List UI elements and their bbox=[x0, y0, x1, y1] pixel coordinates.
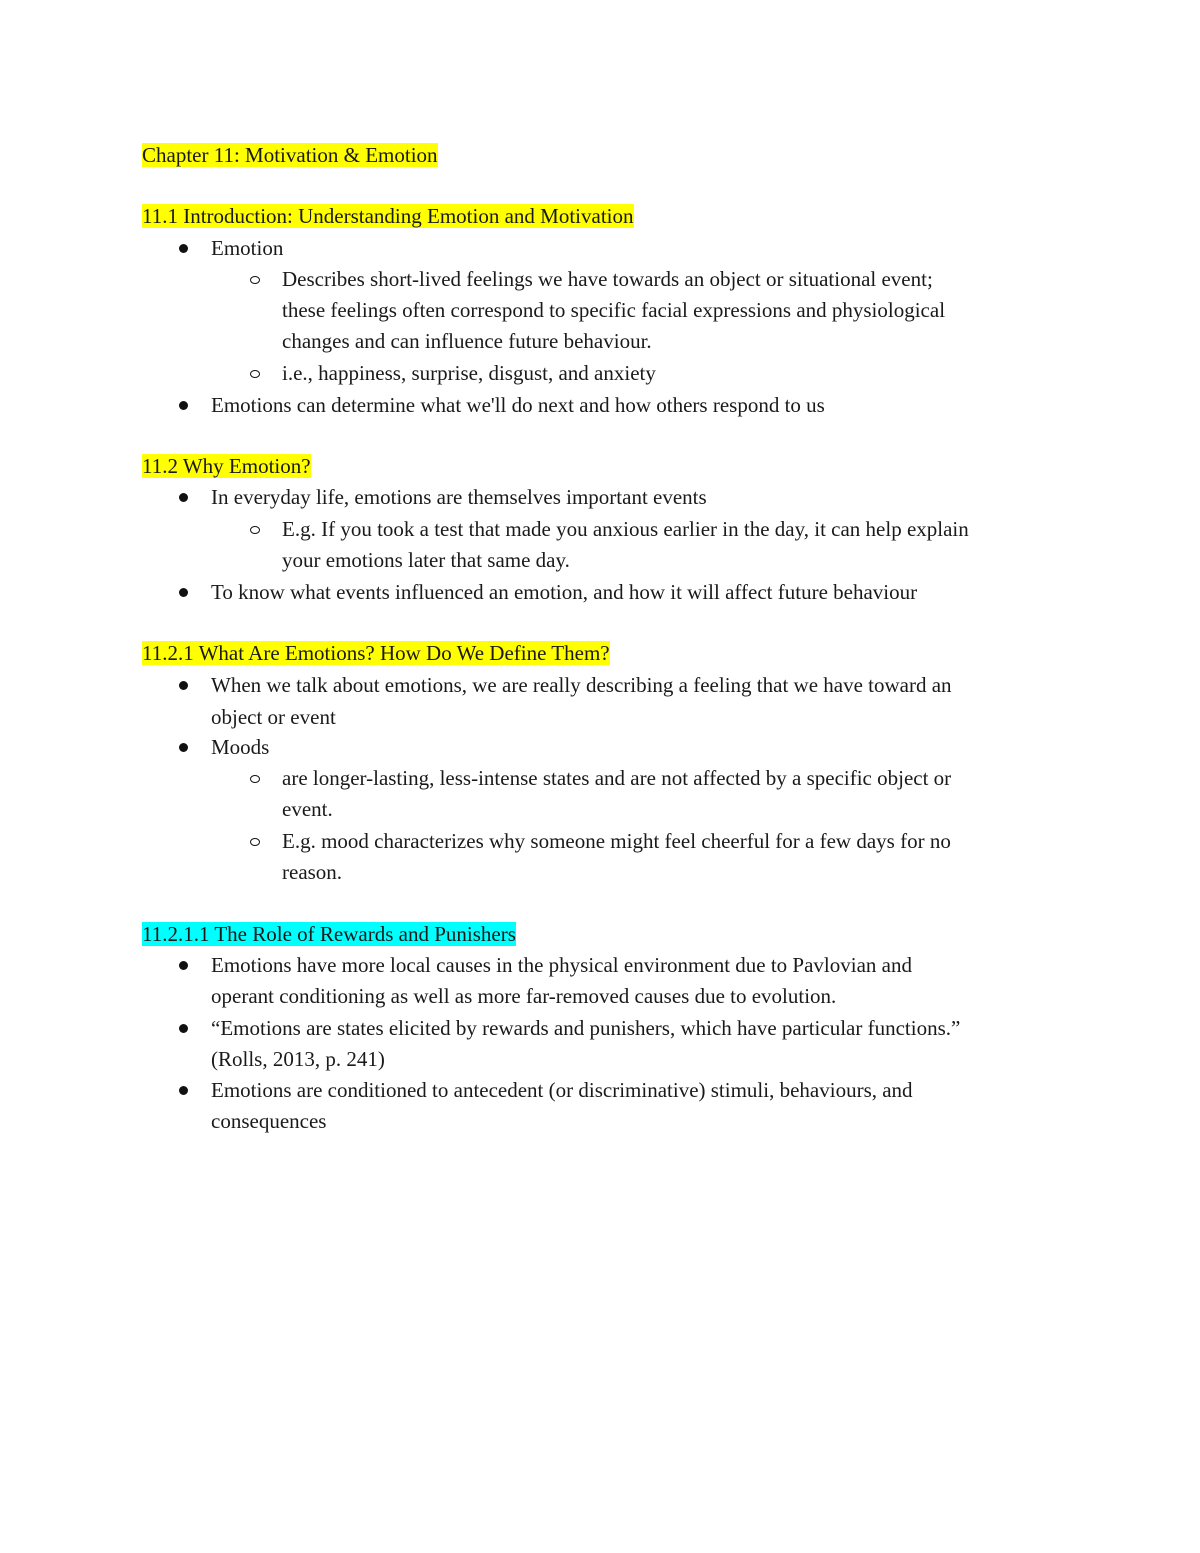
section-heading-11-2-1-1 bbox=[142, 921, 516, 947]
bullet-icon bbox=[179, 493, 188, 502]
list-item-continuation: event. bbox=[282, 797, 333, 821]
bullet-icon bbox=[179, 1086, 188, 1095]
section-heading-11-2-1 bbox=[142, 640, 610, 666]
list-item: Describes short-lived feelings we have towards an object or situational event; bbox=[282, 267, 933, 291]
section-heading-text: 11.1 Introduction: Understanding Emotion and Motivation bbox=[142, 204, 634, 228]
bullet-icon bbox=[179, 1024, 188, 1033]
list-item: Emotions are conditioned to antecedent (or discriminative) stimuli, behaviours, and bbox=[211, 1078, 913, 1102]
list-item: “Emotions are states elicited by rewards and punishers, which have particular functions.” bbox=[211, 1016, 961, 1040]
section-heading-text: 11.2.1 What Are Emotions? How Do We Define Them? bbox=[142, 641, 610, 665]
section-heading-text: 11.2 Why Emotion? bbox=[142, 454, 311, 478]
bullet-icon bbox=[179, 961, 188, 970]
chapter-title bbox=[142, 142, 438, 168]
list-item-continuation: changes and can influence future behaviour. bbox=[282, 329, 652, 353]
list-item-continuation: your emotions later that same day. bbox=[282, 548, 570, 572]
list-item-continuation: operant conditioning as well as more far-removed causes due to evolution. bbox=[211, 984, 837, 1008]
list-item: In everyday life, emotions are themselves important events bbox=[211, 485, 707, 509]
bullet-icon bbox=[179, 588, 188, 597]
bullet-icon bbox=[179, 743, 188, 752]
section-heading-11-1 bbox=[142, 203, 634, 229]
list-item: Emotion bbox=[211, 236, 284, 260]
bullet-icon bbox=[179, 681, 188, 690]
list-item-continuation: object or event bbox=[211, 705, 336, 729]
bullet-icon bbox=[179, 401, 188, 410]
list-item: When we talk about emotions, we are really describing a feeling that we have toward an bbox=[211, 673, 952, 697]
list-item-continuation: (Rolls, 2013, p. 241) bbox=[211, 1047, 385, 1071]
bullet-icon bbox=[179, 244, 188, 253]
hollow-bullet-icon bbox=[250, 775, 260, 783]
list-item-continuation: consequences bbox=[211, 1109, 327, 1133]
hollow-bullet-icon bbox=[250, 370, 260, 378]
list-item: i.e., happiness, surprise, disgust, and anxiety bbox=[282, 361, 656, 385]
list-item: Moods bbox=[211, 735, 270, 759]
list-item-continuation: reason. bbox=[282, 860, 343, 884]
list-item: E.g. If you took a test that made you anxious earlier in the day, it can help explain bbox=[282, 517, 969, 541]
section-heading-11-2 bbox=[142, 453, 311, 479]
list-item: E.g. mood characterizes why someone might feel cheerful for a few days for no bbox=[282, 829, 951, 853]
hollow-bullet-icon bbox=[250, 838, 260, 846]
list-item: Emotions can determine what we'll do next and how others respond to us bbox=[211, 393, 825, 417]
list-item-continuation: these feelings often correspond to specific facial expressions and physiological bbox=[282, 298, 946, 322]
list-item: To know what events influenced an emotion, and how it will affect future behaviour bbox=[211, 580, 918, 604]
section-heading-text: 11.2.1.1 The Role of Rewards and Punishers bbox=[142, 922, 516, 946]
chapter-title-text: Chapter 11: Motivation & Emotion bbox=[142, 143, 438, 167]
list-item: Emotions have more local causes in the physical environment due to Pavlovian and bbox=[211, 953, 912, 977]
list-item: are longer-lasting, less-intense states and are not affected by a specific object or bbox=[282, 766, 952, 790]
hollow-bullet-icon bbox=[250, 276, 260, 284]
hollow-bullet-icon bbox=[250, 526, 260, 534]
